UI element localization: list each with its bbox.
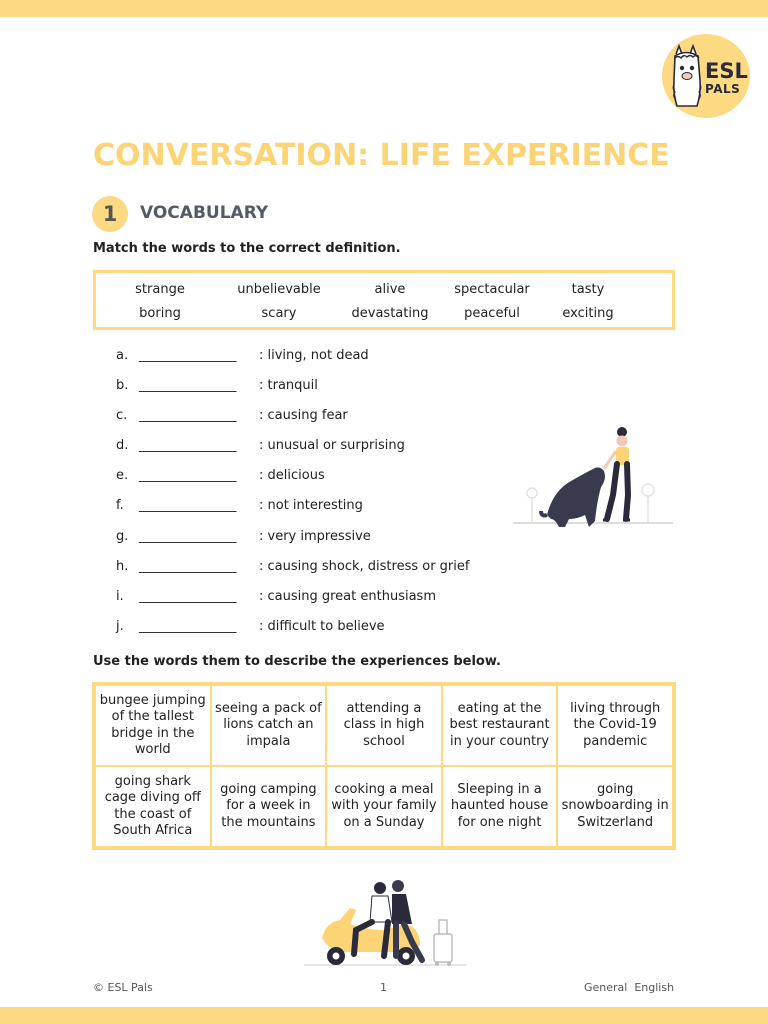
footer-page-number: 1	[380, 981, 387, 994]
definition-text: : not interesting	[259, 498, 363, 513]
experience-cell: living through the Covid-19 pandemic	[557, 685, 673, 766]
experience-cell: going shark cage diving off the coast of South Africa	[95, 766, 211, 847]
word-bank-item: scary	[261, 306, 297, 321]
experiences-table	[92, 682, 676, 850]
experience-cell: going camping for a week in the mountains	[211, 766, 327, 847]
definition-item	[0, 378, 500, 396]
word-bank-item: peaceful	[464, 306, 520, 321]
answer-blank[interactable]: _______________	[139, 408, 237, 423]
logo-line-1: ESL	[705, 59, 748, 83]
logo-text	[705, 61, 748, 95]
definition-letter: e.	[116, 468, 129, 483]
describe-instruction: Use the words them to describe the experiences below.	[93, 654, 501, 669]
answer-blank[interactable]: _______________	[139, 619, 237, 634]
definition-letter: i.	[116, 589, 124, 604]
definition-letter: a.	[116, 348, 129, 363]
experience-cell: cooking a meal with your family on a Sunday	[326, 766, 442, 847]
definition-item	[0, 348, 500, 366]
definition-text: : living, not dead	[259, 348, 369, 363]
word-bank-row-1	[96, 282, 672, 302]
answer-blank[interactable]: _______________	[139, 438, 237, 453]
definition-letter: d.	[116, 438, 129, 453]
word-bank-item: devastating	[351, 306, 429, 321]
definition-letter: g.	[116, 529, 129, 544]
definition-text: : causing fear	[259, 408, 348, 423]
definition-letter: c.	[116, 408, 128, 423]
word-bank-item: unbelievable	[237, 282, 321, 297]
llama-icon	[670, 44, 704, 108]
couple-on-scooter-illustration	[300, 868, 470, 972]
word-bank-item: alive	[374, 282, 406, 297]
word-bank-item: strange	[135, 282, 185, 297]
definition-letter: b.	[116, 378, 129, 393]
experience-cell: seeing a pack of lions catch an impala	[211, 685, 327, 766]
definition-item	[0, 438, 500, 456]
section-title: VOCABULARY	[140, 203, 269, 223]
section-number-badge: 1	[92, 196, 128, 232]
definition-letter: j.	[116, 619, 124, 634]
experience-cell: eating at the best restaurant in your country	[442, 685, 558, 766]
experience-cell: going snowboarding in Switzerland	[557, 766, 673, 847]
experience-cell: bungee jumping of the tallest bridge in the world	[95, 685, 211, 766]
definition-item	[0, 408, 500, 426]
logo-line-2: PALS	[705, 82, 741, 96]
answer-blank[interactable]: _______________	[139, 589, 237, 604]
answer-blank[interactable]: _______________	[139, 559, 237, 574]
definition-text: : very impressive	[259, 529, 371, 544]
definition-text: : unusual or surprising	[259, 438, 405, 453]
word-bank-item: tasty	[571, 282, 605, 297]
esl-pals-logo	[662, 34, 750, 118]
definition-letter: f.	[116, 498, 124, 513]
table-row	[95, 766, 673, 847]
definition-text: : delicious	[259, 468, 325, 483]
word-bank-item: spectacular	[454, 282, 530, 297]
definition-text: : tranquil	[259, 378, 318, 393]
experience-cell: attending a class in high school	[326, 685, 442, 766]
word-bank-item: exciting	[562, 306, 614, 321]
definition-item	[0, 589, 500, 607]
word-bank-row-2	[96, 306, 672, 326]
answer-blank[interactable]: _______________	[139, 348, 237, 363]
definition-letter: h.	[116, 559, 129, 574]
definition-text: : causing great enthusiasm	[259, 589, 436, 604]
definition-item	[0, 559, 500, 577]
answer-blank[interactable]: _______________	[139, 498, 237, 513]
table-row	[95, 685, 673, 766]
footer-subject: General English	[584, 981, 675, 994]
top-accent-bar	[0, 0, 768, 17]
footer-copyright: © ESL Pals	[93, 981, 153, 994]
experience-cell: Sleeping in a haunted house for one night	[442, 766, 558, 847]
answer-blank[interactable]: _______________	[139, 529, 237, 544]
bottom-accent-bar	[0, 1007, 768, 1024]
definition-item	[0, 529, 500, 547]
answer-blank[interactable]: _______________	[139, 468, 237, 483]
definition-item	[0, 468, 500, 486]
word-bank	[93, 270, 675, 330]
definition-text: : causing shock, distress or grief	[259, 559, 470, 574]
page-title: CONVERSATION: LIFE EXPERIENCE	[93, 138, 670, 173]
answer-blank[interactable]: _______________	[139, 378, 237, 393]
woman-with-dog-illustration	[505, 415, 680, 535]
definition-text: : difficult to believe	[259, 619, 385, 634]
definition-item	[0, 619, 500, 637]
word-bank-item: boring	[139, 306, 181, 321]
match-instruction: Match the words to the correct definition.	[93, 241, 401, 256]
definition-item	[0, 498, 500, 516]
